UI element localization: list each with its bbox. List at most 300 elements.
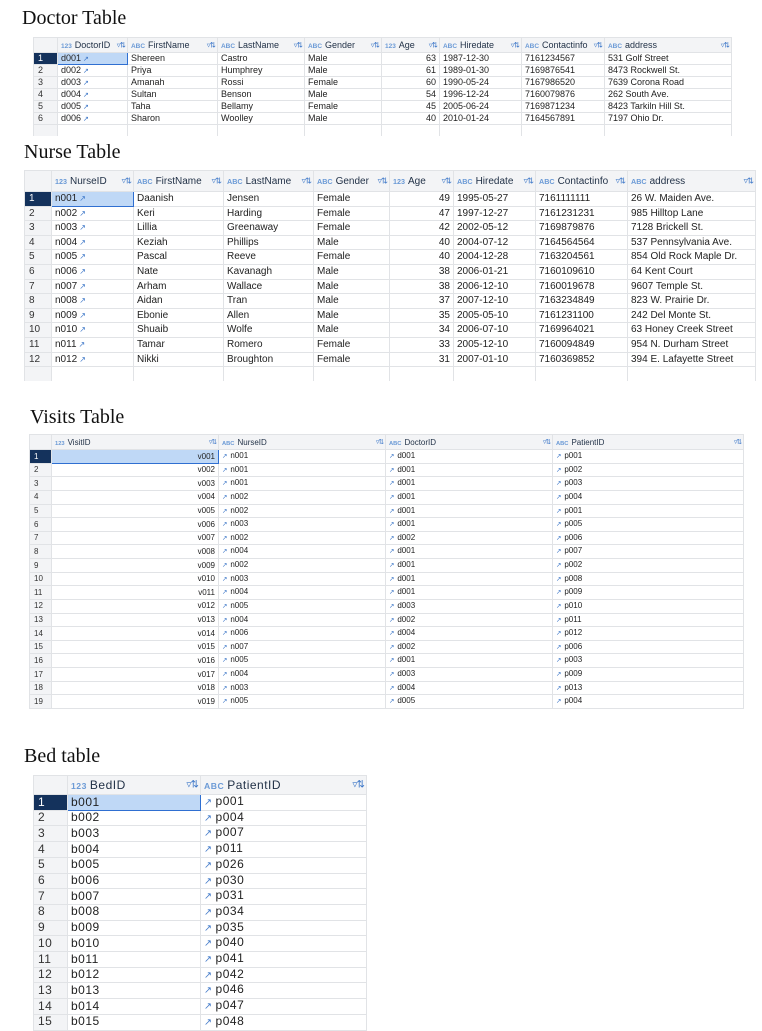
key-link-icon[interactable]: ↗ [204,954,213,966]
table-row[interactable] [25,192,756,207]
table-row[interactable] [30,559,744,573]
table-row[interactable] [30,572,744,586]
table-cell[interactable] [390,279,454,294]
key-link-icon[interactable]: ↗ [204,1001,213,1013]
table-row[interactable] [34,89,732,101]
table-cell[interactable] [382,53,440,65]
table-cell[interactable] [386,490,553,504]
table-cell[interactable] [224,337,314,352]
table-cell[interactable] [386,545,553,559]
table-cell[interactable] [454,279,536,294]
table-cell[interactable] [68,795,201,811]
key-link-icon[interactable]: ↗ [389,671,395,679]
table-row[interactable] [34,999,367,1015]
column-header-lastname[interactable] [224,171,314,192]
key-link-icon[interactable]: ↗ [222,630,228,638]
table-row[interactable] [34,53,732,65]
key-link-icon[interactable]: ↗ [222,507,228,515]
table-row[interactable] [34,1014,367,1030]
key-link-icon[interactable]: ↗ [79,208,86,218]
table-cell[interactable] [134,250,224,265]
table-cell[interactable] [219,463,386,477]
key-link-icon[interactable]: ↗ [222,698,228,706]
table-cell[interactable] [386,640,553,654]
key-link-icon[interactable]: ↗ [83,114,90,123]
key-link-icon[interactable]: ↗ [556,507,562,515]
key-link-icon[interactable]: ↗ [79,252,86,262]
column-header-nurseid[interactable] [219,435,386,450]
table-row[interactable] [30,654,744,668]
table-row[interactable] [30,668,744,682]
table-cell[interactable] [454,250,536,265]
table-row[interactable] [34,904,367,920]
key-link-icon[interactable]: ↗ [79,296,86,306]
table-cell[interactable] [305,113,382,125]
filter-sort-icon[interactable]: ▿⇅ [428,40,437,50]
table-cell[interactable] [522,113,605,125]
table-cell[interactable] [390,206,454,221]
table-cell[interactable] [522,65,605,77]
table-cell[interactable] [390,294,454,309]
table-cell[interactable] [201,1014,367,1030]
table-row[interactable] [25,308,756,323]
table-row[interactable] [30,490,744,504]
key-link-icon[interactable]: ↗ [556,493,562,501]
key-link-icon[interactable]: ↗ [79,237,86,247]
key-link-icon[interactable]: ↗ [222,562,228,570]
key-link-icon[interactable]: ↗ [222,589,228,597]
key-link-icon[interactable]: ↗ [79,310,86,320]
table-cell[interactable] [134,235,224,250]
table-cell[interactable] [305,89,382,101]
table-cell[interactable] [386,668,553,682]
table-cell[interactable] [553,463,744,477]
table-cell[interactable] [440,53,522,65]
key-link-icon[interactable]: ↗ [389,562,395,570]
key-link-icon[interactable]: ↗ [222,657,228,665]
table-cell[interactable] [68,842,201,858]
table-cell[interactable] [52,695,219,709]
table-cell[interactable] [224,308,314,323]
table-row[interactable] [30,695,744,709]
table-cell[interactable] [201,904,367,920]
key-link-icon[interactable]: ↗ [79,266,86,276]
key-link-icon[interactable]: ↗ [389,575,395,583]
table-cell[interactable] [219,518,386,532]
table-cell[interactable] [522,77,605,89]
table-cell[interactable] [201,826,367,842]
key-link-icon[interactable]: ↗ [556,521,562,529]
table-cell[interactable] [52,586,219,600]
table-cell[interactable] [553,586,744,600]
key-link-icon[interactable]: ↗ [389,521,395,529]
table-cell[interactable] [219,490,386,504]
key-link-icon[interactable]: ↗ [389,602,395,610]
column-header-patientid[interactable] [553,435,744,450]
key-link-icon[interactable]: ↗ [204,859,213,871]
table-row[interactable] [25,221,756,236]
table-cell[interactable] [314,323,390,338]
key-link-icon[interactable]: ↗ [222,575,228,583]
table-cell[interactable] [390,192,454,207]
key-link-icon[interactable]: ↗ [556,630,562,638]
table-cell[interactable] [305,53,382,65]
table-cell[interactable] [224,221,314,236]
table-cell[interactable] [218,77,305,89]
column-header-hiredate[interactable] [440,38,522,53]
table-cell[interactable] [628,337,756,352]
table-row[interactable] [30,463,744,477]
key-link-icon[interactable]: ↗ [78,339,86,349]
table-cell[interactable] [628,264,756,279]
key-link-icon[interactable]: ↗ [83,90,90,99]
table-cell[interactable] [386,572,553,586]
key-link-icon[interactable]: ↗ [556,466,562,474]
table-cell[interactable] [553,613,744,627]
table-cell[interactable] [553,695,744,709]
filter-sort-icon[interactable]: ▿⇅ [208,439,216,446]
table-cell[interactable] [201,810,367,826]
table-cell[interactable] [52,250,134,265]
key-link-icon[interactable]: ↗ [556,684,562,692]
table-cell[interactable] [52,559,219,573]
table-cell[interactable] [390,250,454,265]
table-cell[interactable] [52,206,134,221]
table-cell[interactable] [134,323,224,338]
table-row[interactable] [25,206,756,221]
table-cell[interactable] [219,477,386,491]
table-cell[interactable] [52,668,219,682]
column-header-age[interactable] [390,171,454,192]
table-cell[interactable] [382,77,440,89]
table-cell[interactable] [314,235,390,250]
key-link-icon[interactable]: ↗ [79,354,86,364]
table-cell[interactable] [605,113,732,125]
table-cell[interactable] [58,53,128,65]
key-link-icon[interactable]: ↗ [83,78,90,87]
table-cell[interactable] [440,65,522,77]
table-cell[interactable] [68,873,201,889]
column-header-visitid[interactable] [52,435,219,450]
table-cell[interactable] [628,323,756,338]
table-cell[interactable] [52,221,134,236]
table-row[interactable] [30,613,744,627]
table-cell[interactable] [553,504,744,518]
table-cell[interactable] [219,450,386,464]
column-header-bedid[interactable] [68,776,201,795]
table-cell[interactable] [553,559,744,573]
table-cell[interactable] [219,681,386,695]
table-cell[interactable] [553,681,744,695]
table-row[interactable] [34,873,367,889]
table-cell[interactable] [386,613,553,627]
column-header-patientid[interactable] [201,776,367,795]
table-cell[interactable] [68,967,201,983]
filter-sort-icon[interactable]: ▿⇅ [375,439,383,446]
table-cell[interactable] [605,77,732,89]
table-cell[interactable] [201,920,367,936]
table-cell[interactable] [454,235,536,250]
table-cell[interactable] [536,264,628,279]
table-cell[interactable] [628,235,756,250]
table-row[interactable] [34,795,367,811]
table-cell[interactable] [68,983,201,999]
table-cell[interactable] [314,264,390,279]
table-row[interactable] [34,983,367,999]
table-cell[interactable] [201,857,367,873]
key-link-icon[interactable]: ↗ [556,453,562,461]
column-header-nurseid[interactable] [52,171,134,192]
filter-sort-icon[interactable]: ▿⇅ [186,779,198,791]
filter-sort-icon[interactable]: ▿⇅ [542,439,550,446]
table-cell[interactable] [314,206,390,221]
table-cell[interactable] [382,113,440,125]
table-cell[interactable] [314,221,390,236]
table-cell[interactable] [52,613,219,627]
key-link-icon[interactable]: ↗ [83,54,90,63]
table-cell[interactable] [386,463,553,477]
table-row[interactable] [34,77,732,89]
key-link-icon[interactable]: ↗ [389,630,395,638]
table-cell[interactable] [553,599,744,613]
table-cell[interactable] [219,668,386,682]
table-cell[interactable] [68,936,201,952]
table-cell[interactable] [52,545,219,559]
filter-sort-icon[interactable]: ▿⇅ [510,40,519,50]
table-cell[interactable] [52,572,219,586]
table-cell[interactable] [440,89,522,101]
key-link-icon[interactable]: ↗ [556,562,562,570]
table-row[interactable] [30,640,744,654]
table-cell[interactable] [553,572,744,586]
table-cell[interactable] [605,89,732,101]
table-row[interactable] [30,531,744,545]
table-cell[interactable] [454,323,536,338]
table-cell[interactable] [454,352,536,367]
table-cell[interactable] [219,504,386,518]
table-cell[interactable] [52,279,134,294]
key-link-icon[interactable]: ↗ [204,812,213,824]
column-header-doctorid[interactable] [58,38,128,53]
key-link-icon[interactable]: ↗ [222,480,228,488]
table-row[interactable] [34,889,367,905]
key-link-icon[interactable]: ↗ [222,548,228,556]
table-row[interactable] [34,967,367,983]
table-cell[interactable] [219,559,386,573]
table-cell[interactable] [68,1014,201,1030]
table-cell[interactable] [536,235,628,250]
table-cell[interactable] [52,627,219,641]
table-cell[interactable] [68,904,201,920]
key-link-icon[interactable]: ↗ [204,828,213,840]
filter-sort-icon[interactable]: ▿⇅ [377,175,387,186]
key-link-icon[interactable]: ↗ [556,616,562,624]
filter-sort-icon[interactable]: ▿⇅ [743,175,753,186]
table-row[interactable] [30,627,744,641]
table-cell[interactable] [628,250,756,265]
table-row[interactable] [25,323,756,338]
table-cell[interactable] [454,192,536,207]
key-link-icon[interactable]: ↗ [204,922,213,934]
table-cell[interactable] [454,337,536,352]
key-link-icon[interactable]: ↗ [389,698,395,706]
key-link-icon[interactable]: ↗ [204,875,213,887]
table-cell[interactable] [52,681,219,695]
table-cell[interactable] [219,613,386,627]
table-cell[interactable] [128,77,218,89]
table-cell[interactable] [522,89,605,101]
table-cell[interactable] [386,518,553,532]
table-cell[interactable] [224,192,314,207]
table-cell[interactable] [52,308,134,323]
filter-sort-icon[interactable]: ▿⇅ [593,40,602,50]
table-cell[interactable] [522,101,605,113]
table-cell[interactable] [68,999,201,1015]
table-cell[interactable] [134,308,224,323]
table-cell[interactable] [390,221,454,236]
key-link-icon[interactable]: ↗ [222,616,228,624]
key-link-icon[interactable]: ↗ [556,534,562,542]
table-cell[interactable] [68,857,201,873]
table-cell[interactable] [314,192,390,207]
table-cell[interactable] [134,264,224,279]
table-cell[interactable] [390,323,454,338]
table-cell[interactable] [553,477,744,491]
table-cell[interactable] [454,206,536,221]
table-cell[interactable] [224,206,314,221]
table-row[interactable] [25,352,756,367]
table-row[interactable] [34,936,367,952]
table-cell[interactable] [52,518,219,532]
filter-sort-icon[interactable]: ▿⇅ [733,439,741,446]
table-cell[interactable] [536,352,628,367]
filter-sort-icon[interactable]: ▿⇅ [441,175,451,186]
key-link-icon[interactable]: ↗ [222,466,228,474]
table-cell[interactable] [386,654,553,668]
table-cell[interactable] [386,504,553,518]
table-row[interactable] [25,250,756,265]
column-header-address[interactable] [605,38,732,53]
table-cell[interactable] [128,65,218,77]
table-cell[interactable] [382,65,440,77]
key-link-icon[interactable]: ↗ [389,548,395,556]
key-link-icon[interactable]: ↗ [204,938,213,950]
table-cell[interactable] [201,936,367,952]
table-cell[interactable] [52,450,219,464]
filter-sort-icon[interactable]: ▿⇅ [211,175,221,186]
table-cell[interactable] [386,586,553,600]
table-cell[interactable] [219,627,386,641]
key-link-icon[interactable]: ↗ [389,589,395,597]
table-cell[interactable] [553,640,744,654]
filter-sort-icon[interactable]: ▿⇅ [352,779,364,791]
table-cell[interactable] [219,572,386,586]
table-cell[interactable] [219,545,386,559]
table-cell[interactable] [440,101,522,113]
table-cell[interactable] [390,308,454,323]
table-cell[interactable] [128,53,218,65]
table-row[interactable] [34,826,367,842]
table-cell[interactable] [52,599,219,613]
table-cell[interactable] [52,192,134,207]
key-link-icon[interactable]: ↗ [389,466,395,474]
table-cell[interactable] [386,627,553,641]
table-cell[interactable] [134,352,224,367]
table-cell[interactable] [382,89,440,101]
table-cell[interactable] [68,920,201,936]
table-cell[interactable] [201,842,367,858]
table-cell[interactable] [68,810,201,826]
table-cell[interactable] [201,999,367,1015]
table-row[interactable] [30,681,744,695]
key-link-icon[interactable]: ↗ [556,480,562,488]
table-cell[interactable] [454,294,536,309]
table-cell[interactable] [390,337,454,352]
key-link-icon[interactable]: ↗ [222,671,228,679]
column-header-hiredate[interactable] [454,171,536,192]
table-cell[interactable] [68,889,201,905]
table-cell[interactable] [52,294,134,309]
key-link-icon[interactable]: ↗ [204,891,213,903]
table-row[interactable] [25,294,756,309]
table-cell[interactable] [52,477,219,491]
table-cell[interactable] [536,337,628,352]
table-cell[interactable] [553,518,744,532]
table-row[interactable] [34,65,732,77]
table-row[interactable] [30,518,744,532]
column-header-contactinfo[interactable] [536,171,628,192]
table-cell[interactable] [218,65,305,77]
column-header-gender[interactable] [305,38,382,53]
table-cell[interactable] [553,545,744,559]
key-link-icon[interactable]: ↗ [222,643,228,651]
key-link-icon[interactable]: ↗ [222,453,228,461]
key-link-icon[interactable]: ↗ [222,534,228,542]
table-cell[interactable] [536,308,628,323]
table-cell[interactable] [201,873,367,889]
table-cell[interactable] [52,235,134,250]
table-cell[interactable] [553,627,744,641]
table-cell[interactable] [314,352,390,367]
filter-sort-icon[interactable]: ▿⇅ [301,175,311,186]
key-link-icon[interactable]: ↗ [389,643,395,651]
table-cell[interactable] [224,294,314,309]
table-cell[interactable] [536,250,628,265]
table-cell[interactable] [52,654,219,668]
table-cell[interactable] [68,826,201,842]
column-header-lastname[interactable] [218,38,305,53]
table-cell[interactable] [382,101,440,113]
table-cell[interactable] [628,294,756,309]
table-cell[interactable] [628,206,756,221]
table-cell[interactable] [305,101,382,113]
table-cell[interactable] [52,463,219,477]
filter-sort-icon[interactable]: ▿⇅ [615,175,625,186]
key-link-icon[interactable]: ↗ [389,480,395,488]
table-cell[interactable] [305,65,382,77]
table-cell[interactable] [218,89,305,101]
key-link-icon[interactable]: ↗ [79,194,86,203]
table-cell[interactable] [553,490,744,504]
table-cell[interactable] [305,77,382,89]
table-cell[interactable] [314,308,390,323]
filter-sort-icon[interactable]: ▿⇅ [293,40,302,50]
table-row[interactable] [34,113,732,125]
table-cell[interactable] [536,192,628,207]
table-cell[interactable] [134,337,224,352]
table-cell[interactable] [536,294,628,309]
table-cell[interactable] [52,504,219,518]
